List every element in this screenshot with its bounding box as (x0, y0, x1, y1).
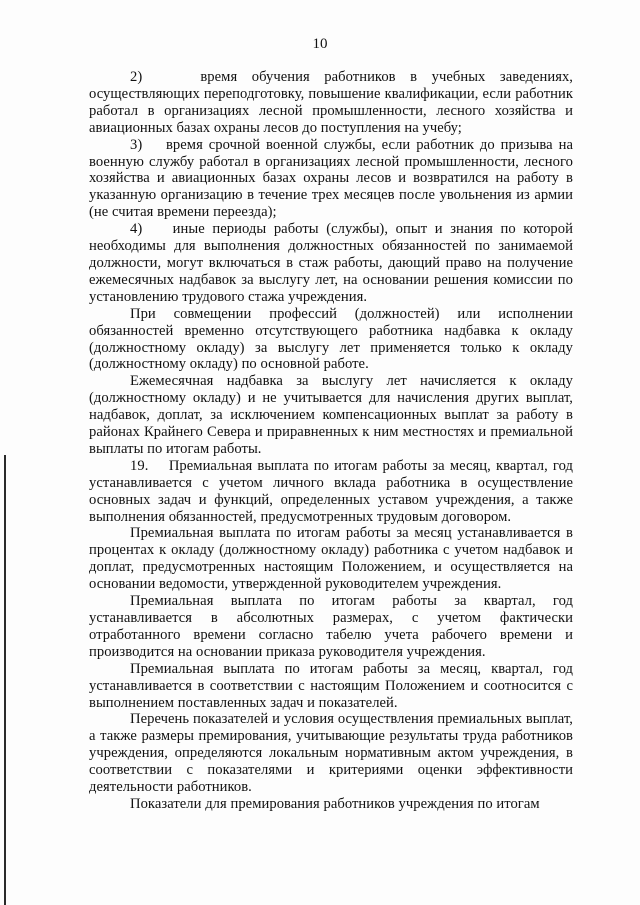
paragraph-bonus-indicators-list: Перечень показателей и условия осуществления премиальных выплат, а также размеры премирования, учитывающие результаты труда работников учреждения, определяются локальным нормативным актом учреждения, в соответствии с показателями и критериями оценки эффективности деятельности работников. (89, 711, 573, 796)
scan-edge-line (4, 455, 6, 905)
page-number: 10 (312, 36, 328, 52)
paragraph-monthly-allowance: Ежемесячная надбавка за выслугу лет начисляется к окладу (должностному окладу) и не учитывается для начисления других выплат, надбавок, доплат, за исключением компенсационных выплат за работу в районах Крайнего Севера и приравненных к ним местностях и премиальной выплаты по итогам работы. (89, 373, 573, 457)
paragraph-item-2: 2) время обучения работников в учебных заведениях, осуществляющих переподготовку, повышение квалификации, если работник работал в организациях лесной промышленности, лесного хозяйства и авиационных базах охраны лесов до поступления на учебу; (89, 69, 573, 136)
paragraph-monthly-bonus: Премиальная выплата по итогам работы за месяц устанавливается в процентах к окладу (должностному окладу) работника с учетом надбавок и доплат, предусмотренных настоящим Положением, и осуществляется на основании ведомости, утвержденной руководителем учреждения. (89, 525, 573, 593)
paragraph-clause-19: 19. Премиальная выплата по итогам работы за месяц, квартал, год устанавливается с учетом личного вклада работника в осуществление основных задач и функций, определенных уставом учреждения, а также выполнения обязанностей, предусмотренных трудовым договором. (89, 457, 573, 525)
paragraph-combination-of-duties: При совмещении профессий (должностей) или исполнении обязанностей временно отсутствующего работника надбавка к окладу (должностному окладу) за выслугу лет применяется только к окладу (должностному окладу) по основной работе. (89, 305, 573, 373)
document-body (89, 69, 573, 813)
paragraph-item-4: 4) иные периоды работы (службы), опыт и знания по которой необходимы для выполнения должностных обязанностей по занимаемой должности, могут включаться в стаж работы, дающий право на получение ежемесячных надбавок за выслугу лет, на основании решения комиссии по установлению трудового стажа учреждения. (89, 221, 573, 305)
paragraph-item-3: 3) время срочной военной службы, если работник до призыва на военную службу работал в организациях лесной промышленности, лесного хозяйства и авиационных базах охраны лесов и возвратился на работу в указанную организацию в течение трех месяцев после увольнения из армии (не считая времени переезда); (89, 136, 573, 221)
paragraph-quarterly-bonus: Премиальная выплата по итогам работы за квартал, год устанавливается в абсолютных размерах, с учетом фактически отработанного времени согласно табелю учета рабочего времени и производится на основании приказа руководителя учреждения. (89, 593, 573, 660)
paragraph-bonus-conformity: Премиальная выплата по итогам работы за месяц, квартал, год устанавливается в соответствии с настоящим Положением и соотносится с выполнением поставленных задач и показателей. (89, 660, 573, 711)
paragraph-bonus-indicators-start: Показатели для премирования работников учреждения по итогам (130, 795, 540, 812)
